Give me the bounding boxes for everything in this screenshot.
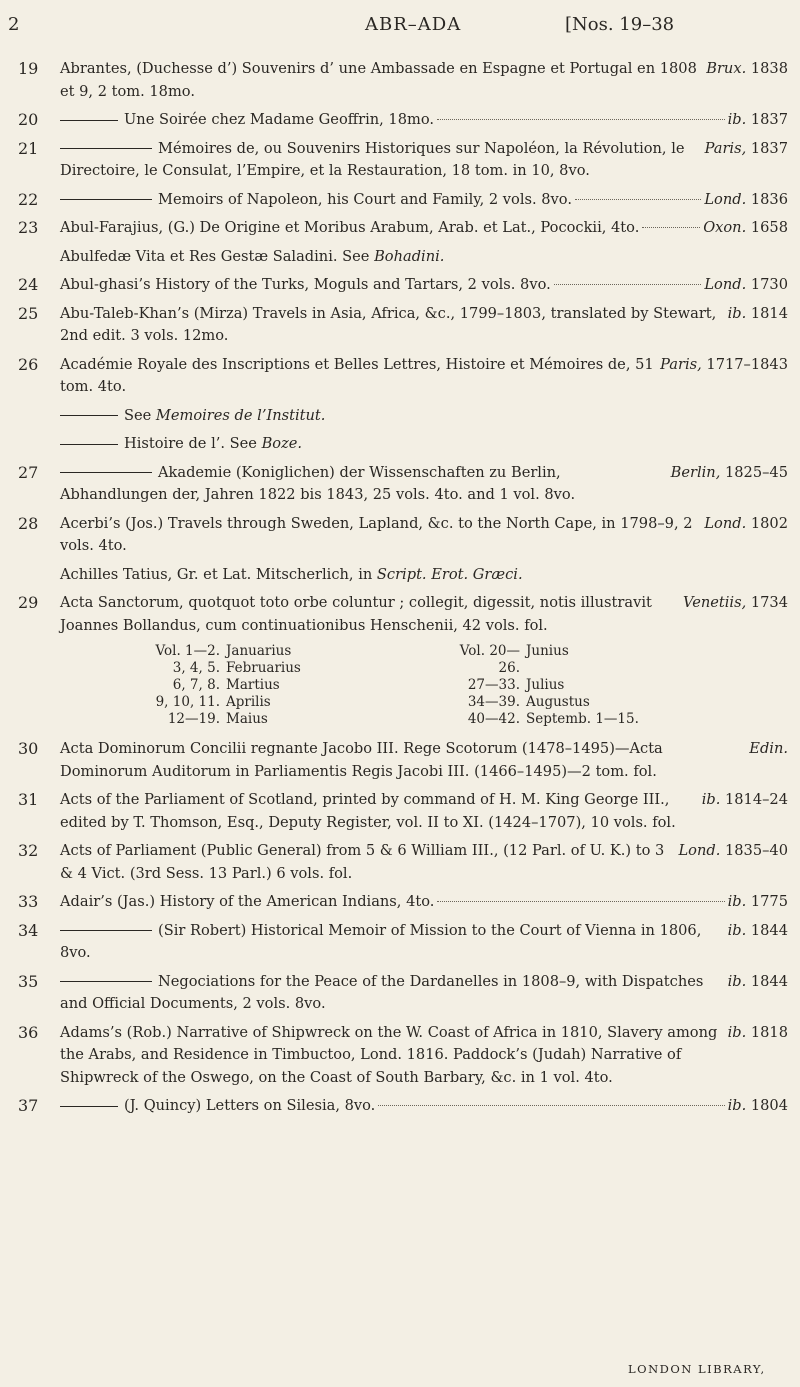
- entry-title: Acts of the Parliament of Scotland, printed by command of H. M. King George III., edited by T. Thomson, Esq., Deputy Register, vol. II to XI. (1424–1707), 10 vols. fol.: [60, 791, 676, 831]
- volume-month: Martius: [226, 677, 280, 693]
- volume-range: Vol. 20—26.: [459, 643, 520, 676]
- entry-body: [60, 971, 788, 1016]
- imprint-date: 1658: [750, 219, 788, 236]
- entry-body: [60, 564, 788, 587]
- entry-title: Memoirs of Napoleon, his Court and Family, 2 vols. 8vo.: [158, 190, 572, 208]
- entry-body: [60, 354, 788, 399]
- imprint-place: ib.: [727, 972, 747, 990]
- repeat-dash: [60, 120, 118, 121]
- imprint-place: Brux.: [706, 60, 747, 77]
- volume-row: [148, 694, 448, 711]
- entry-number: 31: [18, 790, 39, 809]
- volume-month: Junius: [526, 643, 569, 659]
- entry-body: [60, 1022, 788, 1090]
- volume-month: Julius: [526, 677, 565, 693]
- catalogue-entry: [18, 462, 788, 507]
- volume-column-left: [148, 643, 448, 728]
- entry-body: [60, 840, 788, 885]
- entry-number: 25: [18, 303, 39, 323]
- volume-row: [148, 643, 448, 660]
- entry-title: (J. Quincy) Letters on Silesia, 8vo.: [124, 1097, 376, 1114]
- imprint-date: 1825–45: [724, 463, 788, 481]
- repeat-dash: [60, 930, 152, 931]
- entry-citation: [60, 405, 788, 428]
- imprint-date: 1844: [750, 921, 788, 939]
- entry-body: [60, 58, 788, 103]
- entry-number: 36: [18, 1022, 39, 1042]
- imprint-date: 1775: [750, 893, 788, 910]
- imprint-place: ib.: [727, 1023, 747, 1041]
- cross-reference: Boze.: [261, 435, 303, 452]
- volume-column-right: [448, 643, 748, 728]
- entry-body: [60, 433, 788, 456]
- entry-number: 35: [18, 971, 39, 991]
- volume-month: Maius: [226, 711, 268, 727]
- cross-reference: Memoires de l’Institut.: [155, 406, 326, 424]
- catalogue-entry: [18, 971, 788, 1016]
- imprint-place: ib.: [727, 304, 747, 322]
- catalogue-entry: [18, 189, 788, 212]
- volume-row: [448, 694, 748, 711]
- imprint-place: Venetiis,: [683, 594, 747, 611]
- entry-title: Acerbi’s (Jos.) Travels through Sweden, Lapland, &c. to the North Cape, in 1798–9, 2 vols. 4to.: [60, 514, 693, 554]
- entry-title: Acta Sanctorum, quotquot toto orbe coluntur ; collegit, digessit, notis illustravit Joannes Bollandus, cum continuationibus Henschenii, 42 vols. fol.: [60, 594, 652, 634]
- entry-title: Une Soirée chez Madame Geoffrin, 18mo.: [124, 111, 434, 128]
- leader-dots: [554, 284, 702, 285]
- imprint-date: 1838: [750, 60, 788, 77]
- entry-body: [60, 303, 788, 348]
- imprint-date: 1717–1843: [706, 355, 788, 373]
- volume-row: [148, 711, 448, 728]
- imprint-date: 1844: [750, 972, 788, 990]
- volume-month: Februarius: [226, 660, 301, 676]
- entry-number: 28: [18, 513, 39, 533]
- entry-body: [60, 189, 788, 212]
- entry-number: 29: [18, 593, 39, 612]
- entry-title: Negociations for the Peace of the Dardanelles in 1808–9, with Dispatches and Official Documents, 2 vols. 8vo.: [60, 972, 704, 1012]
- entry-citation: [60, 217, 788, 240]
- imprint-place: ib.: [727, 111, 747, 128]
- volume-range: Vol. 1—2.: [155, 643, 220, 659]
- catalogue-entry: [18, 1095, 788, 1118]
- entry-citation: [60, 303, 788, 348]
- catalogue-entry: [18, 138, 788, 183]
- entry-title: Achilles Tatius, Gr. et Lat. Mitscherlich, in: [60, 565, 373, 583]
- leader-dots: [642, 227, 700, 228]
- entry-number: 30: [18, 739, 39, 758]
- catalogue-entry: [18, 789, 788, 834]
- repeat-dash: [60, 981, 152, 982]
- catalogue-entry: [18, 920, 788, 965]
- entry-title: Acta Dominorum Concilii regnante Jacobo III. Rege Scotorum (1478–1495)—Acta Dominorum Auditorum in Parliamentis Regis Jacobi III. (1466–1495)—2 tom. fol.: [60, 740, 663, 780]
- catalogue-entry: [18, 738, 788, 783]
- imprint-date: 1804: [750, 1097, 788, 1114]
- volume-range: 6, 7, 8.: [172, 677, 220, 693]
- leader-dots: [437, 901, 724, 902]
- catalogue-entry: [18, 303, 788, 348]
- catalogue-entry: [18, 840, 788, 885]
- entry-citation: [60, 1095, 788, 1118]
- entry-citation: [60, 738, 788, 783]
- entry-number: 21: [18, 138, 39, 158]
- entry-body: [60, 1095, 788, 1118]
- entry-title: Abul-Farajius, (G.) De Origine et Moribus Arabum, Arab. et Lat., Pocockii, 4to.: [60, 219, 640, 236]
- repeat-dash: [60, 1106, 118, 1107]
- entry-title: Adair’s (Jas.) History of the American Indians, 4to.: [60, 893, 435, 910]
- entry-citation: [60, 840, 788, 885]
- entry-number: 34: [18, 920, 39, 940]
- imprint-place: Paris,: [660, 355, 702, 373]
- imprint-place: Lond.: [678, 842, 721, 859]
- imprint-place: Paris,: [704, 139, 747, 157]
- catalogue-entry: [18, 217, 788, 240]
- repeat-dash: [60, 415, 118, 416]
- entry-body: [60, 891, 788, 914]
- entry-citation: [60, 920, 788, 965]
- entry-citation: [60, 109, 788, 132]
- entry-title: Abu-Taleb-Khan’s (Mirza) Travels in Asia, Africa, &c., 1799–1803, translated by Stewart, 2nd edit. 3 vols. 12mo.: [60, 304, 717, 344]
- catalogue-entries: [18, 58, 788, 1124]
- entry-body: [60, 246, 788, 269]
- entry-title: (Sir Robert) Historical Memoir of Mission to the Court of Vienna in 1806, 8vo.: [60, 921, 702, 961]
- catalogue-entry: [18, 58, 788, 103]
- entry-citation: [60, 789, 788, 834]
- entry-title: Akademie (Koniglichen) der Wissenschaften zu Berlin, Abhandlungen der, Jahren 1822 bis 1843, 25 vols. 4to. and 1 vol. 8vo.: [60, 463, 576, 503]
- imprint-place: ib.: [727, 1097, 747, 1114]
- volume-range: 27—33.: [467, 677, 520, 693]
- volume-range: 3, 4, 5.: [172, 660, 220, 676]
- leader-dots: [575, 199, 701, 200]
- volume-row: [448, 711, 748, 728]
- entry-citation: [60, 354, 788, 399]
- entry-body: [60, 592, 788, 637]
- entry-title: Acts of Parliament (Public General) from 5 & 6 William III., (12 Parl. of U. K.) to 3 & 4 Vict. (3rd Sess. 13 Parl.) 6 vols. fol.: [60, 842, 665, 882]
- entry-citation: [60, 274, 788, 297]
- imprint-place: ib.: [727, 921, 747, 939]
- leader-dots: [437, 119, 725, 120]
- imprint-place: Berlin,: [670, 463, 721, 481]
- entry-number: 26: [18, 354, 39, 374]
- entry-body: [60, 513, 788, 558]
- entry-body: [60, 138, 788, 183]
- catalogue-entry: [18, 246, 788, 269]
- repeat-dash: [60, 148, 152, 149]
- entry-body: [60, 920, 788, 965]
- entry-citation: [60, 1022, 788, 1090]
- repeat-dash: [60, 472, 152, 473]
- page-header: [0, 12, 800, 42]
- repeat-dash: [60, 199, 152, 200]
- imprint-date: 1837: [750, 111, 788, 128]
- entry-number: 19: [18, 59, 39, 78]
- imprint-date: 1814–24: [724, 791, 788, 808]
- entry-body: [60, 738, 788, 783]
- entry-citation: [60, 971, 788, 1016]
- volume-row: [448, 677, 748, 694]
- imprint-date: 1802: [750, 514, 788, 532]
- volume-range: 34—39.: [467, 694, 520, 710]
- imprint-place: Lond.: [704, 514, 747, 532]
- entry-number: 20: [18, 110, 39, 129]
- catalogue-entry: [18, 592, 788, 637]
- library-stamp: LONDON LIBRARY,: [628, 1362, 766, 1376]
- entry-body: [60, 462, 788, 507]
- repeat-dash: [60, 444, 118, 445]
- entry-citation: [60, 433, 788, 456]
- volume-row: [448, 643, 748, 677]
- imprint-date: 1818: [750, 1023, 788, 1041]
- entry-body: [60, 109, 788, 132]
- entry-body: [60, 217, 788, 240]
- volume-row: [148, 660, 448, 677]
- volume-month: Aprilis: [226, 694, 271, 710]
- entry-title: Abulfedæ Vita et Res Gestæ Saladini. See: [60, 247, 370, 265]
- entry-body: [60, 789, 788, 834]
- leader-dots: [378, 1105, 724, 1106]
- entry-title: Abul-ghasi’s History of the Turks, Moguls and Tartars, 2 vols. 8vo.: [60, 276, 551, 293]
- entry-citation: [60, 462, 788, 507]
- catalogue-entry: [18, 354, 788, 399]
- entry-title: Mémoires de, ou Souvenirs Historiques sur Napoléon, la Révolution, le Directoire, le Consulat, l’Empire, et la Restauration, 18 tom. in 10, 8vo.: [60, 139, 685, 179]
- volume-range: 12—19.: [167, 711, 220, 727]
- entry-citation: [60, 58, 788, 103]
- imprint-date: 1836: [750, 190, 788, 208]
- entry-number: 33: [18, 892, 39, 911]
- entry-citation: [60, 891, 788, 914]
- imprint-place: ib.: [701, 791, 721, 808]
- entry-title: Abrantes, (Duchesse d’) Souvenirs d’ une Ambassade en Espagne et Portugal en 1808 et 9, 2 tom. 18mo.: [60, 60, 697, 100]
- catalogue-entry: [18, 564, 788, 587]
- entry-citation: [60, 513, 788, 558]
- entry-number: 27: [18, 462, 39, 482]
- catalogue-entry: [18, 274, 788, 297]
- entry-body: [60, 405, 788, 428]
- imprint-date: 1730: [750, 276, 788, 293]
- volume-row: [148, 677, 448, 694]
- catalogue-entry: [18, 513, 788, 558]
- entry-citation: [60, 246, 788, 269]
- imprint-place: Lond.: [704, 276, 747, 293]
- entry-title: Adams’s (Rob.) Narrative of Shipwreck on the W. Coast of Africa in 1810, Slavery among the Arabs, and Residence in Timbuctoo, Lond. 1816. Paddock’s (Judah) Narrative of Shipwreck of the Oswego, on the Coast of South Barbary, &c. in 1 vol. 4to.: [60, 1023, 718, 1086]
- catalogue-entry: [18, 109, 788, 132]
- entry-number: 32: [18, 841, 39, 860]
- entry-number: 37: [18, 1096, 39, 1115]
- cross-reference: Script. Erot. Græci.: [376, 565, 523, 583]
- entry-range: [Nos. 19–38: [565, 14, 675, 35]
- imprint-date: 1814: [750, 304, 788, 322]
- volume-month-index: [148, 643, 788, 728]
- entry-citation: [60, 189, 788, 212]
- entry-citation: [60, 592, 788, 637]
- entry-number: 24: [18, 275, 39, 294]
- catalogue-entry: [18, 405, 788, 428]
- entry-title: Histoire de l’. See: [124, 435, 257, 452]
- imprint-place: ib.: [727, 893, 747, 910]
- volume-range: 9, 10, 11.: [155, 694, 220, 710]
- entry-body: [60, 274, 788, 297]
- imprint-place: Lond.: [704, 190, 747, 208]
- entry-citation: [60, 138, 788, 183]
- volume-month: Augustus: [526, 694, 590, 710]
- volume-range: 40—42.: [467, 711, 520, 727]
- entry-number: 23: [18, 218, 39, 237]
- volume-month: Januarius: [226, 643, 292, 659]
- imprint-place: Oxon.: [703, 219, 747, 236]
- catalogue-entry: [18, 433, 788, 456]
- running-title: ABR–ADA: [365, 14, 462, 35]
- entry-number: 22: [18, 189, 39, 209]
- imprint-place: Edin.: [749, 740, 788, 757]
- catalogue-entry: [18, 891, 788, 914]
- page-number: 2: [8, 14, 20, 35]
- imprint-date: 1734: [750, 594, 788, 611]
- imprint-date: 1837: [750, 139, 788, 157]
- volume-month: Septemb. 1—15.: [526, 711, 639, 727]
- imprint-date: 1835–40: [724, 842, 788, 859]
- cross-reference: Bohadini.: [374, 247, 445, 265]
- entry-title: See: [124, 406, 152, 424]
- catalogue-entry: [18, 1022, 788, 1090]
- entry-citation: [60, 564, 788, 587]
- entry-title: Académie Royale des Inscriptions et Belles Lettres, Histoire et Mémoires de, 51 tom. 4to.: [60, 355, 654, 395]
